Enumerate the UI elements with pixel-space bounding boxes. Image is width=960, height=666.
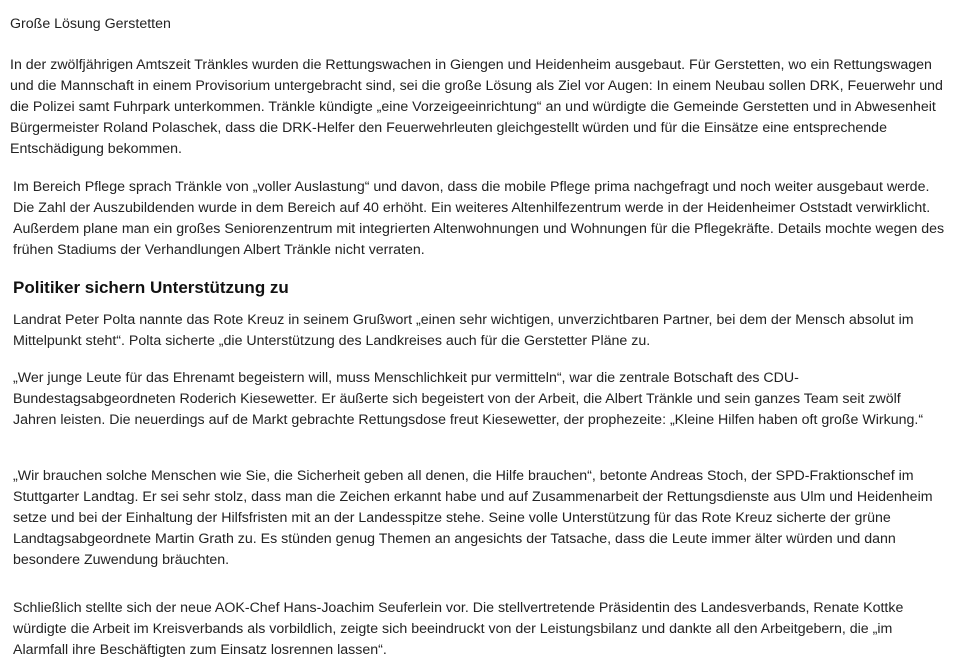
article-paragraph-3: Landrat Peter Polta nannte das Rote Kreuz in seinem Grußwort „einen sehr wichtigen, unverzichtbaren Partner, bei dem der Mensch absolut im Mittelpunkt steht“. Polta sicherte „die Unterstützung des Landkreises auch für die Gerstetter Pläne zu. — [13, 312, 914, 349]
article-paragraph-2: Im Bereich Pflege sprach Tränkle von „voller Auslastung“ und davon, dass die mobile Pflege prima nachgefragt und noch weiter ausgebaut werde. Die Zahl der Auszubildenden wurde in dem Bereich auf 40 erhöht. Ein weiteres Altenhilfezentrum werde in der Heidenheimer Oststadt verwirklicht. Außerdem plane man ein großes Seniorenzentrum mit integrierten Altenwohnungen und Wohnungen für die Pflegekräfte. Details mochte wegen des frühen Stadiums der Verhandlungen Albert Tränkle nicht verraten. — [13, 179, 945, 258]
section-heading: Politiker sichern Unterstützung zu — [13, 278, 289, 297]
article-paragraph-4: „Wer junge Leute für das Ehrenamt begeistern will, muss Menschlichkeit pur vermitteln“, war die zentrale Botschaft des CDU-Bundestagsabgeordneten Roderich Kiesewetter. Er äußerte sich begeistert von der Arbeit, die Albert Tränkle und sein ganzes Team seit zwölf Jahren leisten. Die neuerdings auf de Markt gebrachte Rettungsdose freut Kiesewetter, der prophezeite: „Kleine Hilfen haben oft große Wirkung.“ — [13, 370, 924, 428]
article-paragraph-5: „Wir brauchen solche Menschen wie Sie, die Sicherheit geben all denen, die Hilfe brauchen“, betonte Andreas Stoch, der SPD-Fraktionschef im Stuttgarter Landtag. Er sei sehr stolz, dass man die Zeichen erkannt habe und auf Zusammenarbeit der Rettungsdienste aus Ulm und Heidenheim setze und bei der Einhaltung der Hilfsfristen mit an der Landesspitze stehe. Seine volle Unterstützung für das Rote Kreuz sicherte der grüne Landtagsabgeordnete Martin Grath zu. Es stünden genug Themen an angesichts der Tatsache, dass die Leute immer älter würden und dann besondere Zuwendung bräuchten. — [13, 468, 933, 568]
article-paragraph-1: In der zwölfjährigen Amtszeit Tränkles wurden die Rettungswachen in Giengen und Heidenheim ausgebaut. Für Gerstetten, wo ein Rettungswagen und die Mannschaft in einem Provisorium untergebracht sind, sei die große Lösung als Ziel vor Augen: In einem Neubau sollen DRK, Feuerwehr und die Polizei samt Fuhrpark unterkommen. Tränkle kündigte „eine Vorzeigeeinrichtung“ an und würdigte die Gemeinde Gerstetten und in Abwesenheit Bürgermeister Roland Polaschek, dass die DRK-Helfer den Feuerwehrleuten gleichgestellt würden und für die Einsätze eine entsprechende Entschädigung bekommen. — [10, 57, 943, 157]
article-subheading: Große Lösung Gerstetten — [10, 16, 171, 32]
article-paragraph-6: Schließlich stellte sich der neue AOK-Chef Hans-Joachim Seuferlein vor. Die stellvertretende Präsidentin des Landesverbands, Renate Kottke würdigte die Arbeit im Kreisverbands als vorbildlich, zeigte sich beeindruckt von der Leistungsbilanz und dankte all den Arbeitgebern, die „im Alarmfall ihre Beschäftigten zum Einsatz losrennen lassen“. — [13, 600, 904, 658]
